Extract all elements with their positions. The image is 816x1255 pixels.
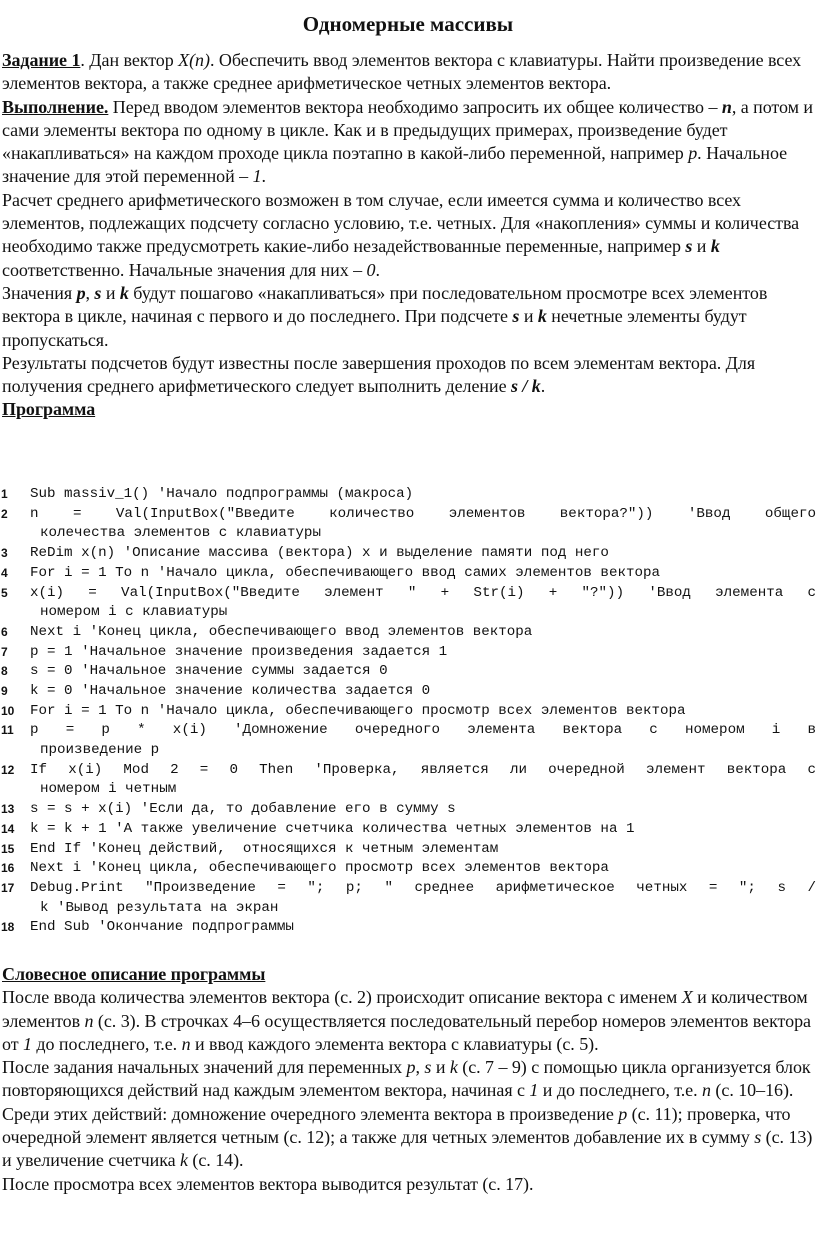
average-text: Расчет среднего арифметического возможен в том случае, если имеется сумма и количество всех элементов, подлежащих подсчету согласно условию, т.е. четных. Для «накопления» суммы и количества необходимо также предусмотреть какие-либо незадействованные переменные, например	[2, 189, 800, 257]
code-line	[0, 918, 816, 938]
task-block	[2, 49, 814, 422]
verbal-label: Словесное описание программы	[2, 964, 266, 984]
value-one: 1	[529, 1080, 539, 1101]
verbal-text: После задания начальных значений для переменных	[2, 1057, 407, 1078]
var-p: p	[406, 1057, 416, 1078]
code-line	[0, 584, 816, 623]
verbal-text: (с. 7 – 9) с помощью цикла организуется блок повторяющихся действий над каждым элементом вектора, начиная с	[2, 1057, 811, 1101]
code-line-text: End If 'Конец действий, относящихся к четным элементам	[30, 840, 499, 857]
var-s: s	[424, 1057, 432, 1078]
task-vector: X(n)	[178, 50, 210, 70]
code-line	[0, 840, 816, 860]
var-p: p	[688, 143, 698, 164]
average-text: .	[375, 259, 380, 280]
var-k: k	[449, 1057, 458, 1078]
verbal-text: После просмотра всех элементов вектора выводится результат (с. 17).	[2, 1173, 534, 1194]
var-x: X	[681, 987, 693, 1008]
code-line	[0, 721, 816, 760]
code-line	[0, 702, 816, 722]
code-line	[0, 643, 816, 663]
code-line-text: n = Val(InputBox("Введите количество элементов вектора?")) 'Ввод общего	[30, 505, 816, 522]
code-line-text: For i = 1 To n 'Начало цикла, обеспечивающего ввод самих элементов вектора	[30, 564, 661, 581]
verbal-paragraph-2	[2, 1056, 814, 1172]
accumulate-text: ,	[85, 282, 95, 303]
var-n: n	[721, 96, 732, 117]
code-line-number: 5	[1, 585, 8, 600]
verbal-text: (с. 14).	[187, 1150, 244, 1171]
code-line-number: 17	[1, 881, 15, 895]
code-line-text: ReDim x(n) 'Описание массива (вектора) x и выделение памяти под него	[30, 545, 609, 562]
code-line-number: 7	[1, 644, 8, 659]
var-k: k	[710, 236, 720, 257]
code-line	[0, 662, 816, 682]
task-text: . Обеспечить ввод элементов вектора с клавиатуры. Найти произведение всех элементов вектора, а также среднее арифметическое четных элементов вектора.	[2, 50, 802, 94]
code-line-continuation: номером i с клавиатуры	[40, 604, 228, 621]
code-line	[0, 682, 816, 702]
accumulate-text: Значения	[2, 282, 77, 303]
verbal-text: до последнего, т.е.	[31, 1033, 182, 1054]
results-text: .	[540, 376, 546, 397]
code-line-number: 14	[1, 821, 15, 836]
value-one: 1	[252, 166, 262, 187]
accumulate-paragraph	[2, 282, 814, 352]
code-line	[0, 820, 816, 840]
average-text: и	[692, 236, 711, 257]
code-line-number: 10	[1, 703, 15, 718]
var-s: s	[685, 236, 693, 257]
code-line-text: If x(i) Mod 2 = 0 Then 'Проверка, является ли очередной элемент вектора с	[30, 761, 816, 778]
code-line-number: 15	[1, 841, 15, 856]
code-line	[0, 544, 816, 564]
code-line-number: 16	[1, 861, 15, 876]
verbal-text: После ввода количества элементов вектора (с. 2) происходит описание вектора с именем	[2, 987, 682, 1008]
code-line-text: Debug.Print "Произведение = "; p; " среднее арифметическое четных = "; s /	[30, 880, 816, 896]
solution-paragraph	[2, 96, 814, 189]
var-p: p	[618, 1103, 628, 1124]
value-zero: 0	[366, 259, 376, 280]
code-line-text: p = 1 'Начальное значение произведения задается 1	[30, 643, 448, 660]
verbal-paragraph-3	[2, 1173, 814, 1196]
code-line-text: s = 0 'Начальное значение суммы задается 0	[30, 663, 388, 680]
task-paragraph	[2, 49, 814, 96]
code-line-text: k = k + 1 'А также увеличение счетчика количества четных элементов на 1	[30, 820, 635, 837]
average-paragraph	[2, 189, 814, 282]
code-line-text: p = p * x(i) 'Домножение очередного элемента вектора с номером i в	[30, 722, 816, 739]
solution-text: .	[261, 166, 266, 187]
var-k: k	[537, 306, 547, 327]
verbal-heading	[2, 963, 814, 986]
average-text: соответственно. Начальные значения для них –	[2, 259, 367, 280]
code-line-text: x(i) = Val(InputBox("Введите элемент " + Str(i) + "?")) 'Ввод элемента с	[30, 584, 816, 601]
var-n: n	[702, 1080, 711, 1101]
verbal-text: и до последнего, т.е.	[538, 1080, 703, 1101]
code-line-continuation: произведение p	[40, 742, 160, 759]
code-line-text: k = 0 'Начальное значение количества задается 0	[30, 683, 431, 699]
program-label: Программа	[2, 399, 96, 420]
var-k: k	[119, 282, 129, 303]
code-line	[0, 879, 816, 918]
solution-label: Выполнение.	[2, 96, 109, 117]
code-line-continuation: k 'Вывод результата на экран	[40, 899, 279, 916]
code-line-text: For i = 1 To n 'Начало цикла, обеспечивающего просмотр всех элементов вектора	[30, 702, 686, 719]
verbal-paragraph-1	[2, 986, 814, 1056]
verbal-block	[2, 963, 814, 1196]
code-line-number: 4	[1, 565, 8, 580]
var-s: s	[94, 282, 102, 303]
code-line-text: End Sub 'Окончание подпрограммы	[30, 919, 294, 936]
code-line-text: Next i 'Конец цикла, обеспечивающего просмотр всех элементов вектора	[30, 860, 609, 877]
task-label: Задание 1	[2, 50, 81, 70]
accumulate-text: нечетные элементы будут пропускаться.	[2, 306, 747, 350]
verbal-text: (с. 10–16). Среди этих действий: домножение очередного элемента вектора в произведение	[2, 1080, 794, 1124]
var-k: k	[180, 1150, 188, 1171]
var-s: s	[754, 1127, 762, 1148]
code-line-number: 11	[1, 723, 14, 738]
division-expression: s / k	[510, 376, 541, 397]
page-title: Одномерные массивы	[302, 12, 514, 36]
code-line-number: 13	[1, 802, 15, 817]
accumulate-text: и	[101, 282, 120, 303]
verbal-text: (с. 13) и увеличение счетчика	[2, 1127, 813, 1171]
verbal-text: и	[431, 1057, 450, 1078]
var-n: n	[84, 1010, 94, 1031]
code-line	[0, 485, 816, 505]
code-line-number: 9	[1, 684, 8, 698]
var-p: p	[76, 282, 86, 303]
var-n: n	[181, 1033, 191, 1054]
var-s: s	[512, 306, 520, 327]
code-line-text: Sub massiv_1() 'Начало подпрограммы (макроса)	[30, 486, 414, 502]
code-line-number: 6	[1, 624, 8, 639]
code-line	[0, 761, 816, 800]
value-one: 1	[22, 1033, 32, 1054]
verbal-text: (с. 3). В строчках 4–6 осуществляется последовательный перебор номеров элементов вектора от	[2, 1010, 811, 1054]
verbal-text: и ввод каждого элемента вектора с клавиатуры (с. 5).	[190, 1033, 599, 1054]
verbal-text: и количеством элементов	[2, 987, 808, 1031]
code-line-number: 8	[1, 664, 8, 679]
code-line-continuation: колечества элементов с клавиатуры	[40, 525, 321, 542]
code-line	[0, 800, 816, 820]
code-line-text: s = s + x(i) 'Если да, то добавление его в сумму s	[30, 801, 456, 818]
accumulate-text: и	[519, 306, 538, 327]
code-line	[0, 505, 816, 544]
verbal-text: ,	[415, 1057, 425, 1078]
code-line-number: 12	[1, 762, 15, 777]
code-line-number: 18	[1, 920, 15, 935]
task-text: . Дан вектор	[80, 50, 179, 70]
results-paragraph	[2, 352, 814, 399]
code-listing	[0, 485, 816, 938]
code-line-number: 2	[1, 506, 8, 521]
program-heading	[2, 398, 814, 421]
results-text: Результаты подсчетов будут известны после завершения проходов по всем элементам вектора. Для получения среднего арифметического следует выполнить деление	[2, 352, 756, 397]
solution-text: . Начальное значение для этой переменной –	[2, 143, 788, 187]
solution-text: Перед вводом элементов вектора необходимо запросить их общее количество –	[108, 96, 722, 117]
code-line-continuation: номером i четным	[40, 781, 177, 798]
solution-text: , а потом и сами элементы вектора по одному в цикле. Как и в предыдущих примерах, произведение будет «накапливаться» на каждом проходе цикла поэтапно в какой-либо переменной, например	[2, 96, 813, 164]
code-line	[0, 859, 816, 879]
code-line-number: 1	[1, 487, 8, 501]
code-line	[0, 623, 816, 643]
verbal-text: (с. 11); проверка, что очередной элемент является четным (с. 12); а также для четных элементов добавление их в сумму	[2, 1103, 791, 1148]
code-line-number: 3	[1, 546, 8, 561]
code-line	[0, 564, 816, 584]
accumulate-text: будут пошагово «накапливаться» при последовательном просмотре всех элементов вектора в цикле, начиная с первого и до последнего. При подсчете	[2, 282, 768, 327]
code-line-text: Next i 'Конец цикла, обеспечивающего ввод элементов вектора	[30, 623, 533, 640]
